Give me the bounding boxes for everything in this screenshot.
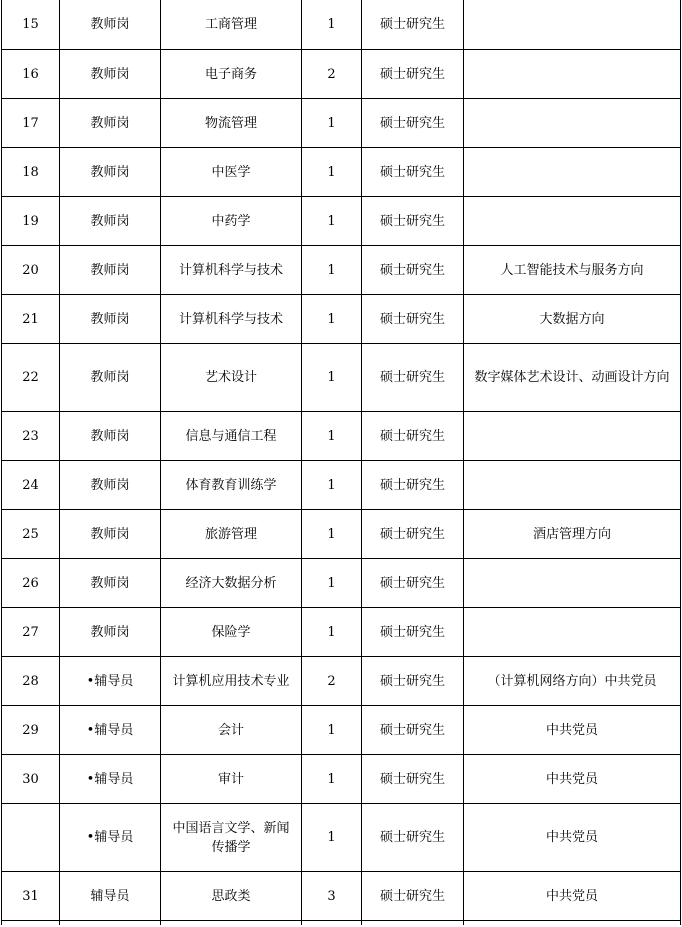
major-cell: 计算机科学与技术 [161, 295, 302, 344]
count-cell: 1 [302, 0, 362, 50]
note-cell: 人工智能技术与服务方向 [464, 246, 681, 295]
degree-cell: 硕士研究生 [362, 197, 464, 246]
major-cell: 中医学 [161, 148, 302, 197]
note-cell: （计算机网络方向）中共党员 [464, 657, 681, 706]
count-cell: 3 [302, 872, 362, 921]
major-cell: 电子商务 [161, 50, 302, 99]
degree-cell: 硕士研究生 [362, 295, 464, 344]
row-number-cell: 22 [2, 344, 60, 412]
row-number-cell: 21 [2, 295, 60, 344]
major-cell: 信息与通信工程 [161, 412, 302, 461]
count-cell: 1 [302, 608, 362, 657]
major-cell: 经济大数据分析 [161, 559, 302, 608]
post-cell: 教师岗 [60, 295, 161, 344]
row-number-cell: 31 [2, 872, 60, 921]
row-number-cell: 26 [2, 559, 60, 608]
empty-cell [2, 921, 60, 926]
post-cell: 教师岗 [60, 461, 161, 510]
note-cell [464, 99, 681, 148]
note-cell: 数字媒体艺术设计、动画设计方向 [464, 344, 681, 412]
empty-cell [60, 921, 161, 926]
degree-cell: 硕士研究生 [362, 510, 464, 559]
count-cell: 1 [302, 197, 362, 246]
table-row [2, 657, 681, 706]
count-cell: 1 [302, 559, 362, 608]
row-number-cell: 15 [2, 0, 60, 50]
degree-cell: 硕士研究生 [362, 246, 464, 295]
count-cell: 1 [302, 755, 362, 804]
row-number-cell: 25 [2, 510, 60, 559]
degree-cell: 硕士研究生 [362, 608, 464, 657]
note-cell [464, 608, 681, 657]
row-number-cell: 24 [2, 461, 60, 510]
major-cell: 体育教育训练学 [161, 461, 302, 510]
post-cell: 教师岗 [60, 99, 161, 148]
note-cell [464, 461, 681, 510]
major-cell: 思政类 [161, 872, 302, 921]
table-body [2, 0, 681, 925]
degree-cell: 硕士研究生 [362, 50, 464, 99]
row-number-cell: 19 [2, 197, 60, 246]
post-cell: 教师岗 [60, 344, 161, 412]
row-number-cell [2, 804, 60, 872]
degree-cell: 硕士研究生 [362, 657, 464, 706]
note-cell [464, 50, 681, 99]
table-row [2, 510, 681, 559]
table-row [2, 755, 681, 804]
post-cell: 教师岗 [60, 246, 161, 295]
table-row [2, 99, 681, 148]
table-row [2, 804, 681, 872]
table-row [2, 246, 681, 295]
row-number-cell: 27 [2, 608, 60, 657]
note-cell [464, 412, 681, 461]
post-cell: 教师岗 [60, 148, 161, 197]
major-cell: 物流管理 [161, 99, 302, 148]
post-cell: 教师岗 [60, 559, 161, 608]
major-cell: 中药学 [161, 197, 302, 246]
major-cell: 保险学 [161, 608, 302, 657]
count-cell: 1 [302, 461, 362, 510]
note-cell: 中共党员 [464, 872, 681, 921]
count-cell: 2 [302, 50, 362, 99]
table-row [2, 461, 681, 510]
note-cell [464, 0, 681, 50]
post-cell: •辅导员 [60, 804, 161, 872]
note-cell: 酒店管理方向 [464, 510, 681, 559]
table-row [2, 706, 681, 755]
count-cell: 1 [302, 412, 362, 461]
post-cell: 教师岗 [60, 510, 161, 559]
degree-cell: 硕士研究生 [362, 344, 464, 412]
post-cell: •辅导员 [60, 657, 161, 706]
degree-cell: 硕士研究生 [362, 706, 464, 755]
post-cell: 教师岗 [60, 50, 161, 99]
table-row [2, 412, 681, 461]
count-cell: 1 [302, 804, 362, 872]
table-row [2, 197, 681, 246]
degree-cell: 硕士研究生 [362, 872, 464, 921]
count-cell: 1 [302, 510, 362, 559]
major-cell: 中国语言文学、新闻传播学 [161, 804, 302, 872]
post-cell: 教师岗 [60, 197, 161, 246]
count-cell: 1 [302, 706, 362, 755]
table-row-partial [2, 921, 681, 926]
note-cell: 大数据方向 [464, 295, 681, 344]
count-cell: 1 [302, 148, 362, 197]
empty-cell [464, 921, 681, 926]
note-cell: 中共党员 [464, 706, 681, 755]
row-number-cell: 23 [2, 412, 60, 461]
major-cell: 会计 [161, 706, 302, 755]
row-number-cell: 29 [2, 706, 60, 755]
note-cell [464, 197, 681, 246]
table-row [2, 0, 681, 50]
empty-cell [161, 921, 302, 926]
row-number-cell: 30 [2, 755, 60, 804]
empty-cell [362, 921, 464, 926]
empty-cell [302, 921, 362, 926]
degree-cell: 硕士研究生 [362, 148, 464, 197]
degree-cell: 硕士研究生 [362, 559, 464, 608]
degree-cell: 硕士研究生 [362, 99, 464, 148]
table-row [2, 872, 681, 921]
major-cell: 旅游管理 [161, 510, 302, 559]
degree-cell: 硕士研究生 [362, 755, 464, 804]
row-number-cell: 18 [2, 148, 60, 197]
post-cell: 教师岗 [60, 412, 161, 461]
degree-cell: 硕士研究生 [362, 0, 464, 50]
table-row [2, 295, 681, 344]
degree-cell: 硕士研究生 [362, 461, 464, 510]
major-cell: 艺术设计 [161, 344, 302, 412]
count-cell: 1 [302, 99, 362, 148]
table-row [2, 148, 681, 197]
count-cell: 2 [302, 657, 362, 706]
table-row [2, 559, 681, 608]
count-cell: 1 [302, 344, 362, 412]
major-cell: 工商管理 [161, 0, 302, 50]
major-cell: 计算机科学与技术 [161, 246, 302, 295]
table-row [2, 344, 681, 412]
recruitment-table [1, 0, 681, 925]
row-number-cell: 28 [2, 657, 60, 706]
table-row [2, 50, 681, 99]
row-number-cell: 16 [2, 50, 60, 99]
post-cell: 教师岗 [60, 0, 161, 50]
degree-cell: 硕士研究生 [362, 412, 464, 461]
count-cell: 1 [302, 246, 362, 295]
note-cell: 中共党员 [464, 755, 681, 804]
count-cell: 1 [302, 295, 362, 344]
degree-cell: 硕士研究生 [362, 804, 464, 872]
note-cell: 中共党员 [464, 804, 681, 872]
post-cell: •辅导员 [60, 706, 161, 755]
table-row [2, 608, 681, 657]
post-cell: •辅导员 [60, 755, 161, 804]
row-number-cell: 17 [2, 99, 60, 148]
major-cell: 审计 [161, 755, 302, 804]
post-cell: 辅导员 [60, 872, 161, 921]
row-number-cell: 20 [2, 246, 60, 295]
note-cell [464, 148, 681, 197]
note-cell [464, 559, 681, 608]
post-cell: 教师岗 [60, 608, 161, 657]
major-cell: 计算机应用技术专业 [161, 657, 302, 706]
